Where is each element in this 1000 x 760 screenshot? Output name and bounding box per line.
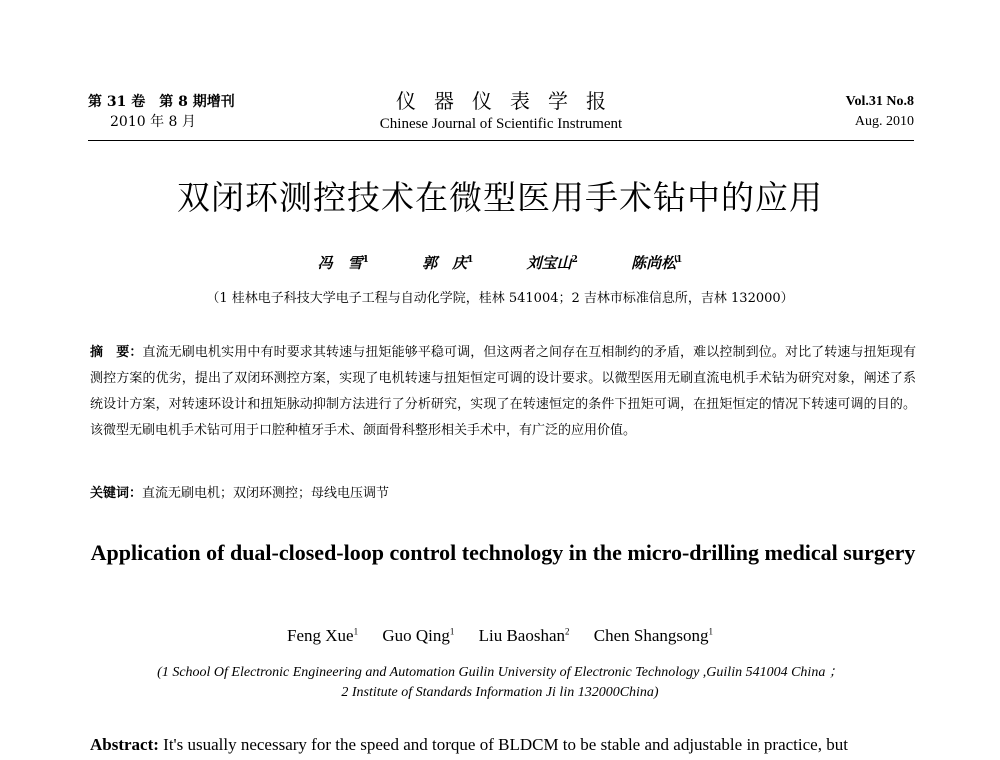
abstract-text-en: It's usually necessary for the speed and torque of BLDCM to be stable and adjustable in practice, but	[163, 735, 848, 754]
keywords-cn	[90, 482, 389, 501]
author-cn: 刘宝山$^2$	[526, 254, 578, 272]
volume-issue: 第 31 卷 第 8 期增刊	[88, 94, 235, 110]
volume-info-en	[846, 92, 914, 132]
affiliation-en-line1: (1 School Of Electronic Engineering and Automation Guilin University of Electronic Technology ,Guilin 541004 China ；	[157, 665, 843, 680]
author-list-cn	[0, 252, 1000, 273]
abstract-label-en: Abstract:	[90, 735, 159, 754]
author-en: Feng Xue$^1$	[286, 626, 359, 645]
paper-title-en: Application of dual-closed-loop control technology in the micro-drilling medical surgery	[90, 540, 916, 565]
paper-title-cn: 双闭环测控技术在微型医用手术钻中的应用	[177, 178, 823, 217]
abstract-en	[90, 735, 930, 755]
keywords-text-cn: 直流无刷电机；双闭环测控；母线电压调节	[142, 486, 390, 501]
journal-name-en: Chinese Journal of Scientific Instrument	[379, 116, 623, 132]
author-en: Chen Shangsong$^1$	[593, 626, 713, 645]
journal-name	[88, 88, 914, 134]
keywords-label-cn: 关键词：	[90, 486, 143, 501]
abstract-text-cn: 直流无刷电机实用中有时要求其转速与扭矩能够平稳可调，但这两者之间存在互相制约的矛盾，难以控制到位。对比了转速与扭矩现有测控方案的优劣，提出了双闭环测控方案，实现了电机转速与扭矩恒定可调的设计要求。以微型医用无刷直流电机手术钻为研究对象，阐述了系统设计方案，对转速环设计和扭矩脉动抑制方法进行了分析研究，实现了在转速恒定的条件下扭矩可调，在扭矩恒定的情况下转速可调的目的。该微型无刷电机手术钻可用于口腔种植牙手术、颌面骨科整形相关手术中，有广泛的应用价值。	[90, 345, 916, 438]
journal-header	[88, 88, 914, 140]
author-cn: 陈尚松$^1$	[631, 254, 683, 272]
volume-number-en: Vol.31 No.8	[845, 94, 914, 109]
abstract-label-cn: 摘 要：	[90, 345, 143, 360]
author-cn: 郭 庆$^1$	[422, 254, 474, 272]
affiliation-en-line2: 2 Institute of Standards Information Ji lin 132000China)	[341, 685, 659, 700]
affiliation-cn: （1 桂林电子科技大学电子工程与自动化学院，桂林 541004；2 吉林市标准信息所，吉林 132000）	[206, 291, 794, 306]
header-rule	[88, 140, 914, 141]
issue-date-en: Aug. 2010	[854, 114, 914, 129]
author-en: Liu Baoshan$^2$	[478, 626, 570, 645]
author-cn: 冯 雪$^1$	[317, 254, 369, 272]
abstract-cn	[90, 340, 916, 444]
author-en: Guo Qing$^1$	[382, 626, 455, 645]
issue-date-cn: 2010 年 8 月	[110, 114, 196, 130]
author-list-en	[0, 626, 1000, 646]
journal-name-cn: 仪器仪表学报	[396, 89, 624, 113]
